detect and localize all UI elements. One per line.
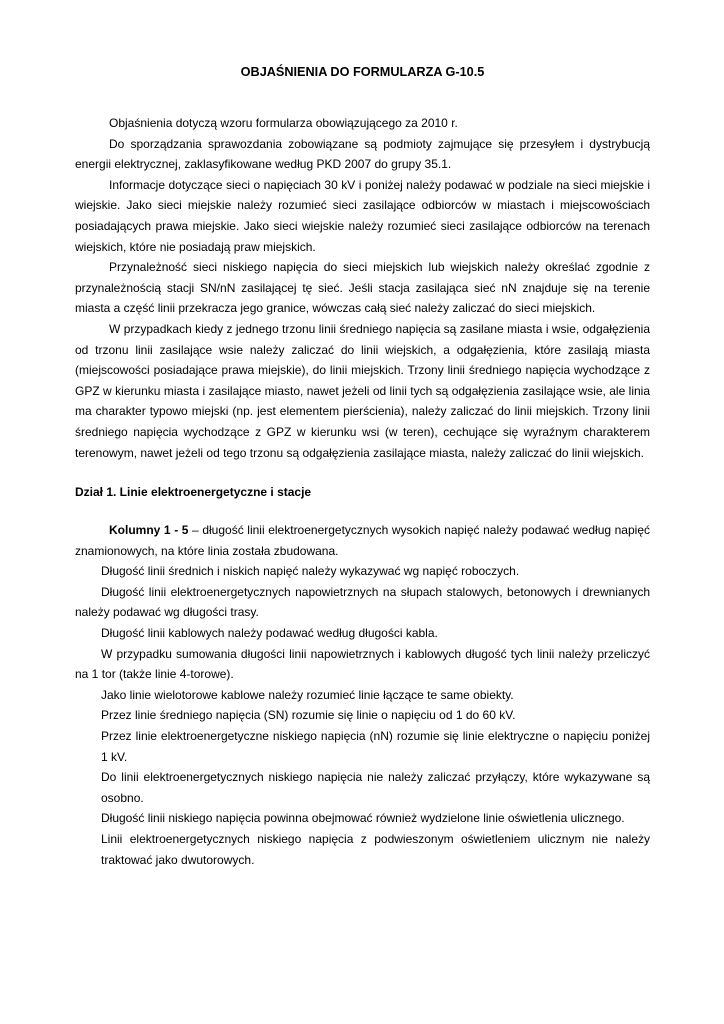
intro-paragraph-3: Informacje dotyczące sieci o napięciach 30 kV i poniżej należy podawać w podziale na sieci miejskie i wiejskie. Jako sieci miejskie należy rozumieć sieci zasilające odbiorców w miastach i miejscowościach posiadających prawa miejskie. Jako sieci wiejskie należy rozumieć sieci zasilające odbiorców na terenach wiejskich, które nie posiadają praw miejskich. xyxy=(75,177,650,254)
section-paragraph-7: Przez linie elektroenergetyczne niskiego napięcia (nN) rozumie się linie elektryczne o napięciu poniżej 1 kV. xyxy=(101,729,650,764)
section-paragraph-5: Jako linie wielotorowe kablowe należy rozumieć linie łączące te same obiekty. xyxy=(101,687,514,702)
section-paragraph-3: Długość linii kablowych należy podawać według długości kabla. xyxy=(101,626,438,641)
intro-paragraph-1: Objaśnienia dotyczą wzoru formularza obowiązującego za 2010 r. xyxy=(109,116,458,130)
section-paragraph-4: W przypadku sumowania długości linii napowietrznych i kablowych długość tych linii należy przeliczyć na 1 tor (także linie 4-torowe). xyxy=(75,646,650,682)
intro-paragraph-2: Do sporządzania sprawozdania zobowiązane są podmioty zajmujące się przesyłem i dystrybucją energii elektrycznej, zaklasyfikowane według PKD 2007 do grupy 35.1. xyxy=(75,136,650,172)
columns-label: Kolumny 1 - 5 xyxy=(109,523,189,538)
section-paragraph-9: Długość linii niskiego napięcia powinna obejmować również wydzielone linie oświetlenia ulicznego. xyxy=(101,811,625,826)
section-paragraph-1: Długość linii średnich i niskich napięć należy wykazywać wg napięć roboczych. xyxy=(101,564,520,579)
intro-paragraph-5: W przypadkach kiedy z jednego trzonu linii średniego napięcia są zasilane miasta i wsie, odgałęzienia od trzonu linii zasilające wsie należy zaliczać do linii wiejskich, a odgałęzienia, które zasilają miasta (miejscowości posiadające prawa miejskie), do linii miejskich. Trzony linii średniego napięcia wychodzące z GPZ w kierunku miasta i zasilające miasto, nawet jeżeli od linii tych są odgałęzienia zasilające wsie, ale linia ma charakter typowo miejski (np. jest elementem pierścienia), należy zaliczać do linii miejskich. Trzony linii średniego napięcia wychodzące z GPZ w kierunku wsi (w teren), cechujące się wyraźnym charakterem terenowym, nawet jeżeli od tego trzonu są odgałęzienia zasilające miasta, należy zaliczać do linii wiejskich. xyxy=(75,321,650,460)
intro-paragraph-4: Przynależność sieci niskiego napięcia do sieci miejskich lub wiejskich należy określać zgodnie z przynależnością stacji SN/nN zasilającej tę sieć. Jeśli stacja zasilająca sieć nN znajduje się na terenie miasta a część linii przekracza jego granice, wówczas całą sieć należy zaliczać do sieci miejskich. xyxy=(75,260,650,316)
section-paragraph-2: Długość linii elektroenergetycznych napowietrznych na słupach stalowych, betonowych i drewnianych należy podawać wg długości trasy. xyxy=(75,584,650,620)
columns-paragraph xyxy=(75,520,650,561)
columns-text: – długość linii elektroenergetycznych wysokich napięć należy podawać według napięć znamionowych, na które linia została zbudowana. xyxy=(75,523,650,558)
section-heading: Dział 1. Linie elektroenergetyczne i stacje xyxy=(75,485,312,500)
section-paragraph-8: Do linii elektroenergetycznych niskiego napięcia nie należy zaliczać przyłączy, które wykazywane są osobno. xyxy=(101,770,650,805)
section-paragraph-6: Przez linie średniego napięcia (SN) rozumie się linie o napięciu od 1 do 60 kV. xyxy=(101,708,516,723)
section-paragraph-10: Linii elektroenergetycznych niskiego napięcia z podwieszonym oświetleniem ulicznym nie należy traktować jako dwutorowych. xyxy=(101,832,650,867)
page-title: OBJAŚNIENIA DO FORMULARZA G-10.5 xyxy=(240,65,485,79)
